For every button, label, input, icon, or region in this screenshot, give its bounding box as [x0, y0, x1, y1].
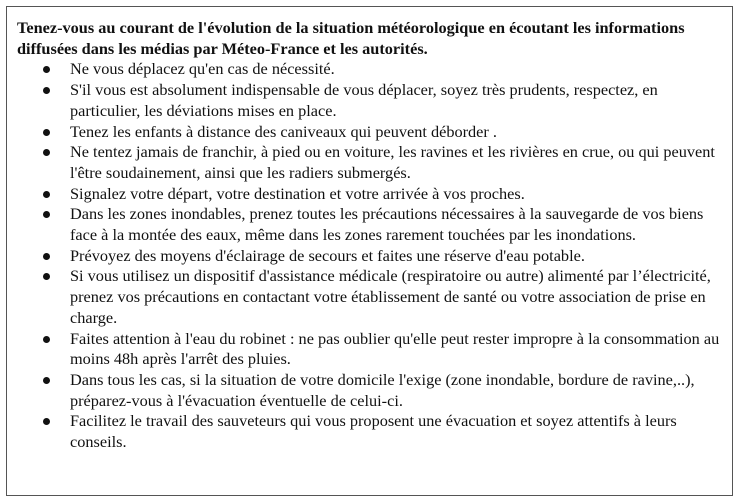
list-item [17, 184, 729, 205]
list-item-text: Signalez votre départ, votre destination et votre arrivée à vos proches. [70, 183, 525, 203]
list-item [17, 59, 729, 80]
list-item-text: Si vous utilisez un dispositif d'assistance médicale (respiratoire ou autre) alimenté par l’électricité, prenez vos précautions en contactant votre établissement de santé ou votre association de prise en charge. [70, 266, 711, 327]
advice-box [6, 6, 733, 496]
list-item-text: Tenez les enfants à distance des caniveaux qui peuvent déborder . [70, 121, 497, 141]
bullet-icon [43, 253, 50, 260]
bullet-icon [43, 377, 50, 384]
list-item [17, 329, 729, 370]
advice-list [17, 59, 729, 452]
bullet-icon [43, 149, 50, 156]
list-item [17, 411, 729, 452]
bullet-icon [43, 336, 50, 343]
bullet-icon [43, 87, 50, 94]
list-item [17, 80, 729, 121]
intro-text: Tenez-vous au courant de l'évolution de la situation météorologique en écoutant les informations diffusées dans les médias par Méteo-France et les autorités. [17, 18, 685, 58]
list-item [17, 142, 729, 183]
list-item-text: S'il vous est absolument indispensable de vous déplacer, soyez très prudents, respectez, en particulier, les déviations mises en place. [70, 80, 658, 120]
list-item [17, 246, 729, 267]
bullet-icon [43, 211, 50, 218]
bullet-icon [43, 418, 50, 425]
list-item [17, 122, 729, 143]
list-item-text: Facilitez le travail des sauveteurs qui vous proposent une évacuation et soyez attentifs à leurs conseils. [70, 411, 677, 452]
list-item-text: Faites attention à l'eau du robinet : ne pas oublier qu'elle peut rester impropre à la consommation au moins 48h après l'arrêt des pluies. [70, 328, 720, 369]
list-item-text: Prévoyez des moyens d'éclairage de secours et faites une réserve d'eau potable. [70, 245, 585, 265]
bullet-icon [43, 273, 50, 280]
list-item [17, 204, 729, 245]
list-item-text: Ne tentez jamais de franchir, à pied ou en voiture, les ravines et les rivières en crue, ou qui peuvent l'être soudainement, ainsi que les radiers submergés. [70, 142, 715, 182]
list-item-text: Dans les zones inondables, prenez toutes les précautions nécessaires à la sauvegarde de vos biens face à la montée des eaux, même dans les zones rarement touchées par les inondations. [70, 204, 704, 245]
bullet-icon [43, 191, 50, 198]
list-item-text: Dans tous les cas, si la situation de votre domicile l'exige (zone inondable, bordure de ravine,..), préparez-vous à l'évacuation éventuelle de celui-ci. [70, 369, 695, 410]
advice-content [17, 18, 729, 453]
list-item [17, 266, 729, 328]
list-item [17, 370, 729, 411]
bullet-icon [43, 66, 50, 73]
bullet-icon [43, 129, 50, 136]
list-item-text: Ne vous déplacez qu'en cas de nécessité. [70, 59, 335, 79]
